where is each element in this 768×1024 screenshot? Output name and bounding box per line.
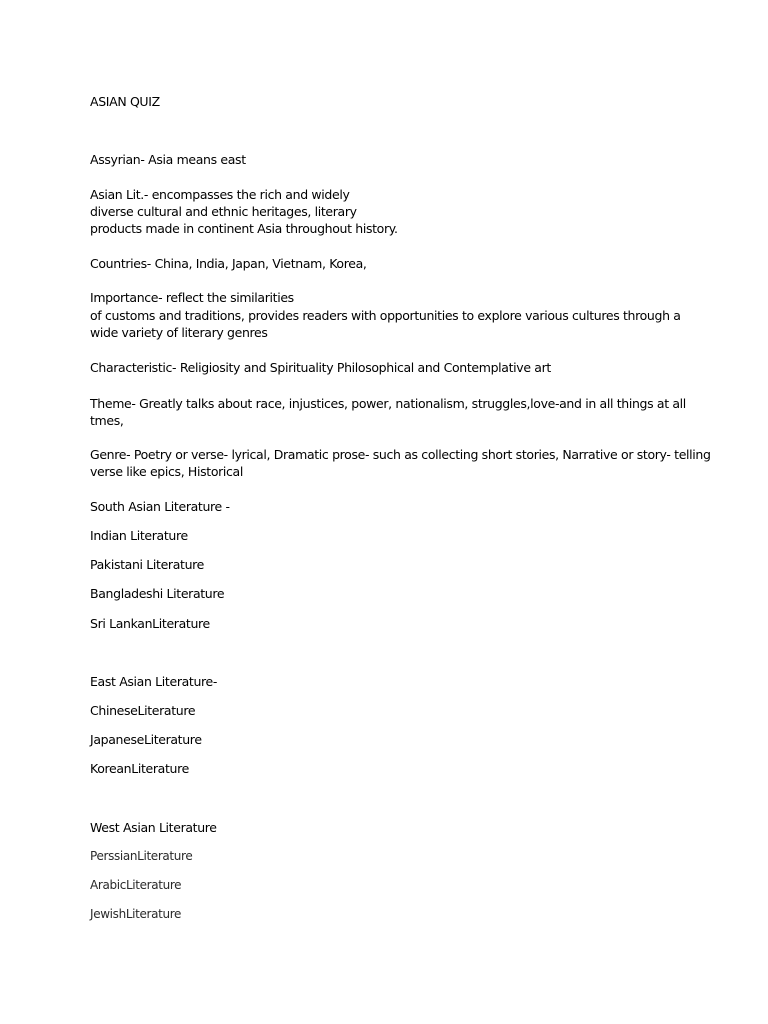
- east-asian-item: KoreanLiterature: [90, 761, 189, 776]
- genre-line-2: verse like epics, Historical: [90, 464, 243, 479]
- assyrian-line: Assyrian- Asia means east: [90, 152, 246, 167]
- importance-line-1: Importance- reflect the similarities: [90, 290, 294, 305]
- west-asian-item: JewishLiterature: [90, 907, 182, 921]
- characteristic-line: Characteristic- Religiosity and Spirituality Philosophical and Contemplative art: [90, 360, 551, 375]
- asian-lit-line-1: Asian Lit.- encompasses the rich and widely: [90, 187, 350, 202]
- theme-line-2: tmes,: [90, 413, 124, 428]
- importance-line-3: wide variety of literary genres: [90, 325, 268, 340]
- countries-line: Countries- China, India, Japan, Vietnam, Korea,: [90, 256, 367, 271]
- asian-lit-line-2: diverse cultural and ethnic heritages, literary: [90, 204, 357, 219]
- west-asian-item: ArabicLiterature: [90, 878, 182, 892]
- south-asian-item: Indian Literature: [90, 528, 188, 543]
- asian-lit-line-3: products made in continent Asia throughout history.: [90, 221, 398, 236]
- genre-line-1: Genre- Poetry or verse- lyrical, Dramatic prose- such as collecting short stories, Narrative or story- telling: [90, 447, 711, 462]
- theme-line-1: Theme- Greatly talks about race, injustices, power, nationalism, struggles,love-and in all things at all: [90, 396, 686, 411]
- south-asian-heading: South Asian Literature -: [90, 499, 230, 514]
- importance-line-2: of customs and traditions, provides readers with opportunities to explore various cultures through a: [90, 308, 681, 323]
- south-asian-item: Pakistani Literature: [90, 557, 204, 572]
- east-asian-item: ChineseLiterature: [90, 703, 196, 718]
- east-asian-item: JapaneseLiterature: [90, 732, 202, 747]
- document-title: ASIAN QUIZ: [90, 94, 160, 109]
- east-asian-heading: East Asian Literature-: [90, 674, 218, 689]
- south-asian-item: Sri LankanLiterature: [90, 616, 210, 631]
- west-asian-item: PerssianLiterature: [90, 849, 193, 863]
- west-asian-heading: West Asian Literature: [90, 820, 217, 835]
- south-asian-item: Bangladeshi Literature: [90, 586, 225, 601]
